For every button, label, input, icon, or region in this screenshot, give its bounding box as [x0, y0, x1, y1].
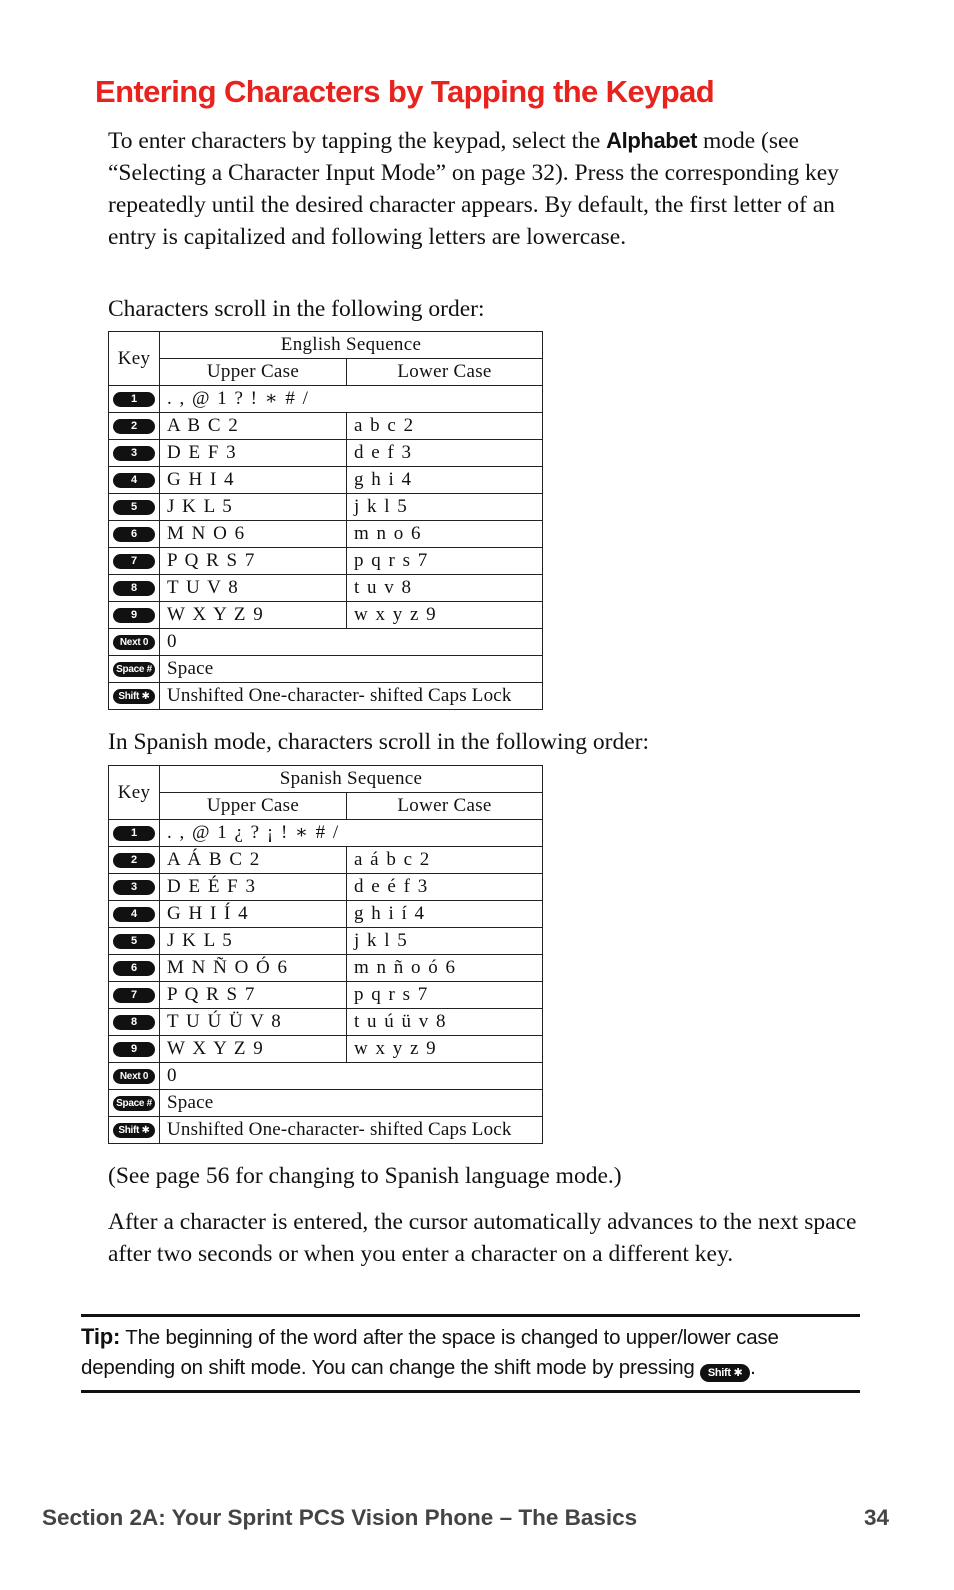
- lower-case-cell: p q r s 7: [347, 548, 543, 575]
- lower-case-cell: a á b c 2: [347, 847, 543, 874]
- key-2-icon: 2: [113, 419, 155, 434]
- shift-key-icon: Shift ✱: [113, 1123, 155, 1138]
- lower-case-cell: t u ú ü v 8: [347, 1009, 543, 1036]
- tip-text: The beginning of the word after the space is changed to upper/lower case depending on shift mode. You can change the shift mode by pressing: [81, 1326, 779, 1379]
- lower-case-cell: w x y z 9: [347, 602, 543, 629]
- table-row: [109, 683, 543, 710]
- key-5-icon: 5: [113, 500, 155, 515]
- table-row: [109, 874, 543, 901]
- shift-key-icon: Shift ✱: [700, 1364, 750, 1382]
- upper-case-cell: . , @ 1 ? ! ∗ # /: [160, 386, 543, 413]
- space-key-icon: Space #: [113, 1096, 155, 1111]
- upper-case-cell: Space: [160, 1090, 543, 1117]
- shift-key-icon: Shift ✱: [113, 689, 155, 704]
- key-7-icon: 7: [113, 554, 155, 569]
- lower-case-cell: m n o 6: [347, 521, 543, 548]
- lower-case-cell: d e é f 3: [347, 874, 543, 901]
- upper-case-cell: T U V 8: [160, 575, 347, 602]
- table-row: [109, 386, 543, 413]
- key-4-icon: 4: [113, 907, 155, 922]
- upper-case-cell: Space: [160, 656, 543, 683]
- english-sequence-header: English Sequence: [160, 332, 543, 359]
- table-row: [109, 1009, 543, 1036]
- intro-text-after: mode (see “Selecting a Character Input Mode” on page 32). Press the corresponding key repeatedly until the desired character appears. By default, the first letter of an entry is capitalized and following letters are lowercase.: [108, 128, 839, 250]
- table-row: [109, 1063, 543, 1090]
- upper-case-cell: M N O 6: [160, 521, 347, 548]
- lower-case-cell: j k l 5: [347, 928, 543, 955]
- tip-box: [81, 1314, 860, 1393]
- space-key-icon: Space #: [113, 662, 155, 677]
- key-column-header: Key: [109, 766, 160, 820]
- upper-case-cell: J K L 5: [160, 494, 347, 521]
- key-8-icon: 8: [113, 581, 155, 596]
- lower-case-header: Lower Case: [347, 793, 543, 820]
- upper-case-cell: W X Y Z 9: [160, 602, 347, 629]
- upper-case-cell: D E F 3: [160, 440, 347, 467]
- intro-text-before: To enter characters by tapping the keypad, select the: [108, 128, 601, 154]
- table-row: [109, 575, 543, 602]
- table-row: [109, 602, 543, 629]
- table-row: [109, 982, 543, 1009]
- key-1-icon: 1: [113, 392, 155, 407]
- upper-case-cell: M N Ñ O Ó 6: [160, 955, 347, 982]
- cursor-advance-paragraph: After a character is entered, the cursor automatically advances to the next space after two seconds or when you enter a character on a different key.: [108, 1209, 857, 1267]
- page-title: Entering Characters by Tapping the Keypad: [95, 74, 715, 109]
- lower-case-cell: d e f 3: [347, 440, 543, 467]
- table-row: [109, 548, 543, 575]
- lower-case-cell: a b c 2: [347, 413, 543, 440]
- lower-case-cell: t u v 8: [347, 575, 543, 602]
- key-column-header: Key: [109, 332, 160, 386]
- key-7-icon: 7: [113, 988, 155, 1003]
- upper-case-header: Upper Case: [160, 793, 347, 820]
- key-1-icon: 1: [113, 826, 155, 841]
- key-6-icon: 6: [113, 961, 155, 976]
- upper-case-cell: J K L 5: [160, 928, 347, 955]
- spanish-sequence-table: [108, 765, 543, 1144]
- table-row: [109, 820, 543, 847]
- key-8-icon: 8: [113, 1015, 155, 1030]
- table-row: [109, 1117, 543, 1144]
- lower-case-cell: p q r s 7: [347, 982, 543, 1009]
- lower-case-cell: w x y z 9: [347, 1036, 543, 1063]
- table-row: [109, 629, 543, 656]
- table-row: [109, 656, 543, 683]
- upper-case-header: Upper Case: [160, 359, 347, 386]
- upper-case-cell: W X Y Z 9: [160, 1036, 347, 1063]
- key-3-icon: 3: [113, 446, 155, 461]
- tip-end: .: [750, 1356, 756, 1379]
- key-2-icon: 2: [113, 853, 155, 868]
- table-row: [109, 955, 543, 982]
- upper-case-cell: A B C 2: [160, 413, 347, 440]
- key-9-icon: 9: [113, 1042, 155, 1057]
- spanish-sequence-header: Spanish Sequence: [160, 766, 543, 793]
- upper-case-cell: . , @ 1 ¿ ? ¡ ! ∗ # /: [160, 820, 543, 847]
- upper-case-cell: T U Ú Ü V 8: [160, 1009, 347, 1036]
- next-0-key-icon: Next 0: [113, 1069, 155, 1084]
- english-sequence-table: [108, 331, 543, 710]
- lower-case-cell: g h i 4: [347, 467, 543, 494]
- shift-modes-cell: Unshifted One-character- shifted Caps Lock: [160, 1117, 543, 1144]
- tip-label: Tip:: [81, 1324, 121, 1349]
- lower-case-cell: g h i í 4: [347, 901, 543, 928]
- key-9-icon: 9: [113, 608, 155, 623]
- upper-case-cell: P Q R S 7: [160, 548, 347, 575]
- upper-case-cell: 0: [160, 629, 543, 656]
- key-6-icon: 6: [113, 527, 155, 542]
- upper-case-cell: D E É F 3: [160, 874, 347, 901]
- next-0-key-icon: Next 0: [113, 635, 155, 650]
- spanish-intro: In Spanish mode, characters scroll in the following order:: [108, 729, 650, 755]
- table-row: [109, 1036, 543, 1063]
- upper-case-cell: G H I 4: [160, 467, 347, 494]
- upper-case-cell: G H I Í 4: [160, 901, 347, 928]
- key-5-icon: 5: [113, 934, 155, 949]
- intro-paragraph: [108, 125, 868, 253]
- lower-case-header: Lower Case: [347, 359, 543, 386]
- english-intro: Characters scroll in the following order:: [108, 296, 485, 322]
- page-number: 34: [864, 1505, 890, 1530]
- table-row: [109, 521, 543, 548]
- table-row: [109, 467, 543, 494]
- key-3-icon: 3: [113, 880, 155, 895]
- spanish-mode-note: (See page 56 for changing to Spanish language mode.): [108, 1163, 622, 1189]
- lower-case-cell: m n ñ o ó 6: [347, 955, 543, 982]
- footer-section-title: Section 2A: Your Sprint PCS Vision Phone – The Basics: [42, 1505, 638, 1530]
- table-row: [109, 494, 543, 521]
- table-row: [109, 413, 543, 440]
- table-row: [109, 1090, 543, 1117]
- upper-case-cell: A Á B C 2: [160, 847, 347, 874]
- upper-case-cell: P Q R S 7: [160, 982, 347, 1009]
- upper-case-cell: 0: [160, 1063, 543, 1090]
- table-row: [109, 901, 543, 928]
- table-row: [109, 440, 543, 467]
- alphabet-mode-name: Alphabet: [606, 128, 698, 153]
- shift-modes-cell: Unshifted One-character- shifted Caps Lock: [160, 683, 543, 710]
- table-row: [109, 847, 543, 874]
- key-4-icon: 4: [113, 473, 155, 488]
- lower-case-cell: j k l 5: [347, 494, 543, 521]
- table-row: [109, 928, 543, 955]
